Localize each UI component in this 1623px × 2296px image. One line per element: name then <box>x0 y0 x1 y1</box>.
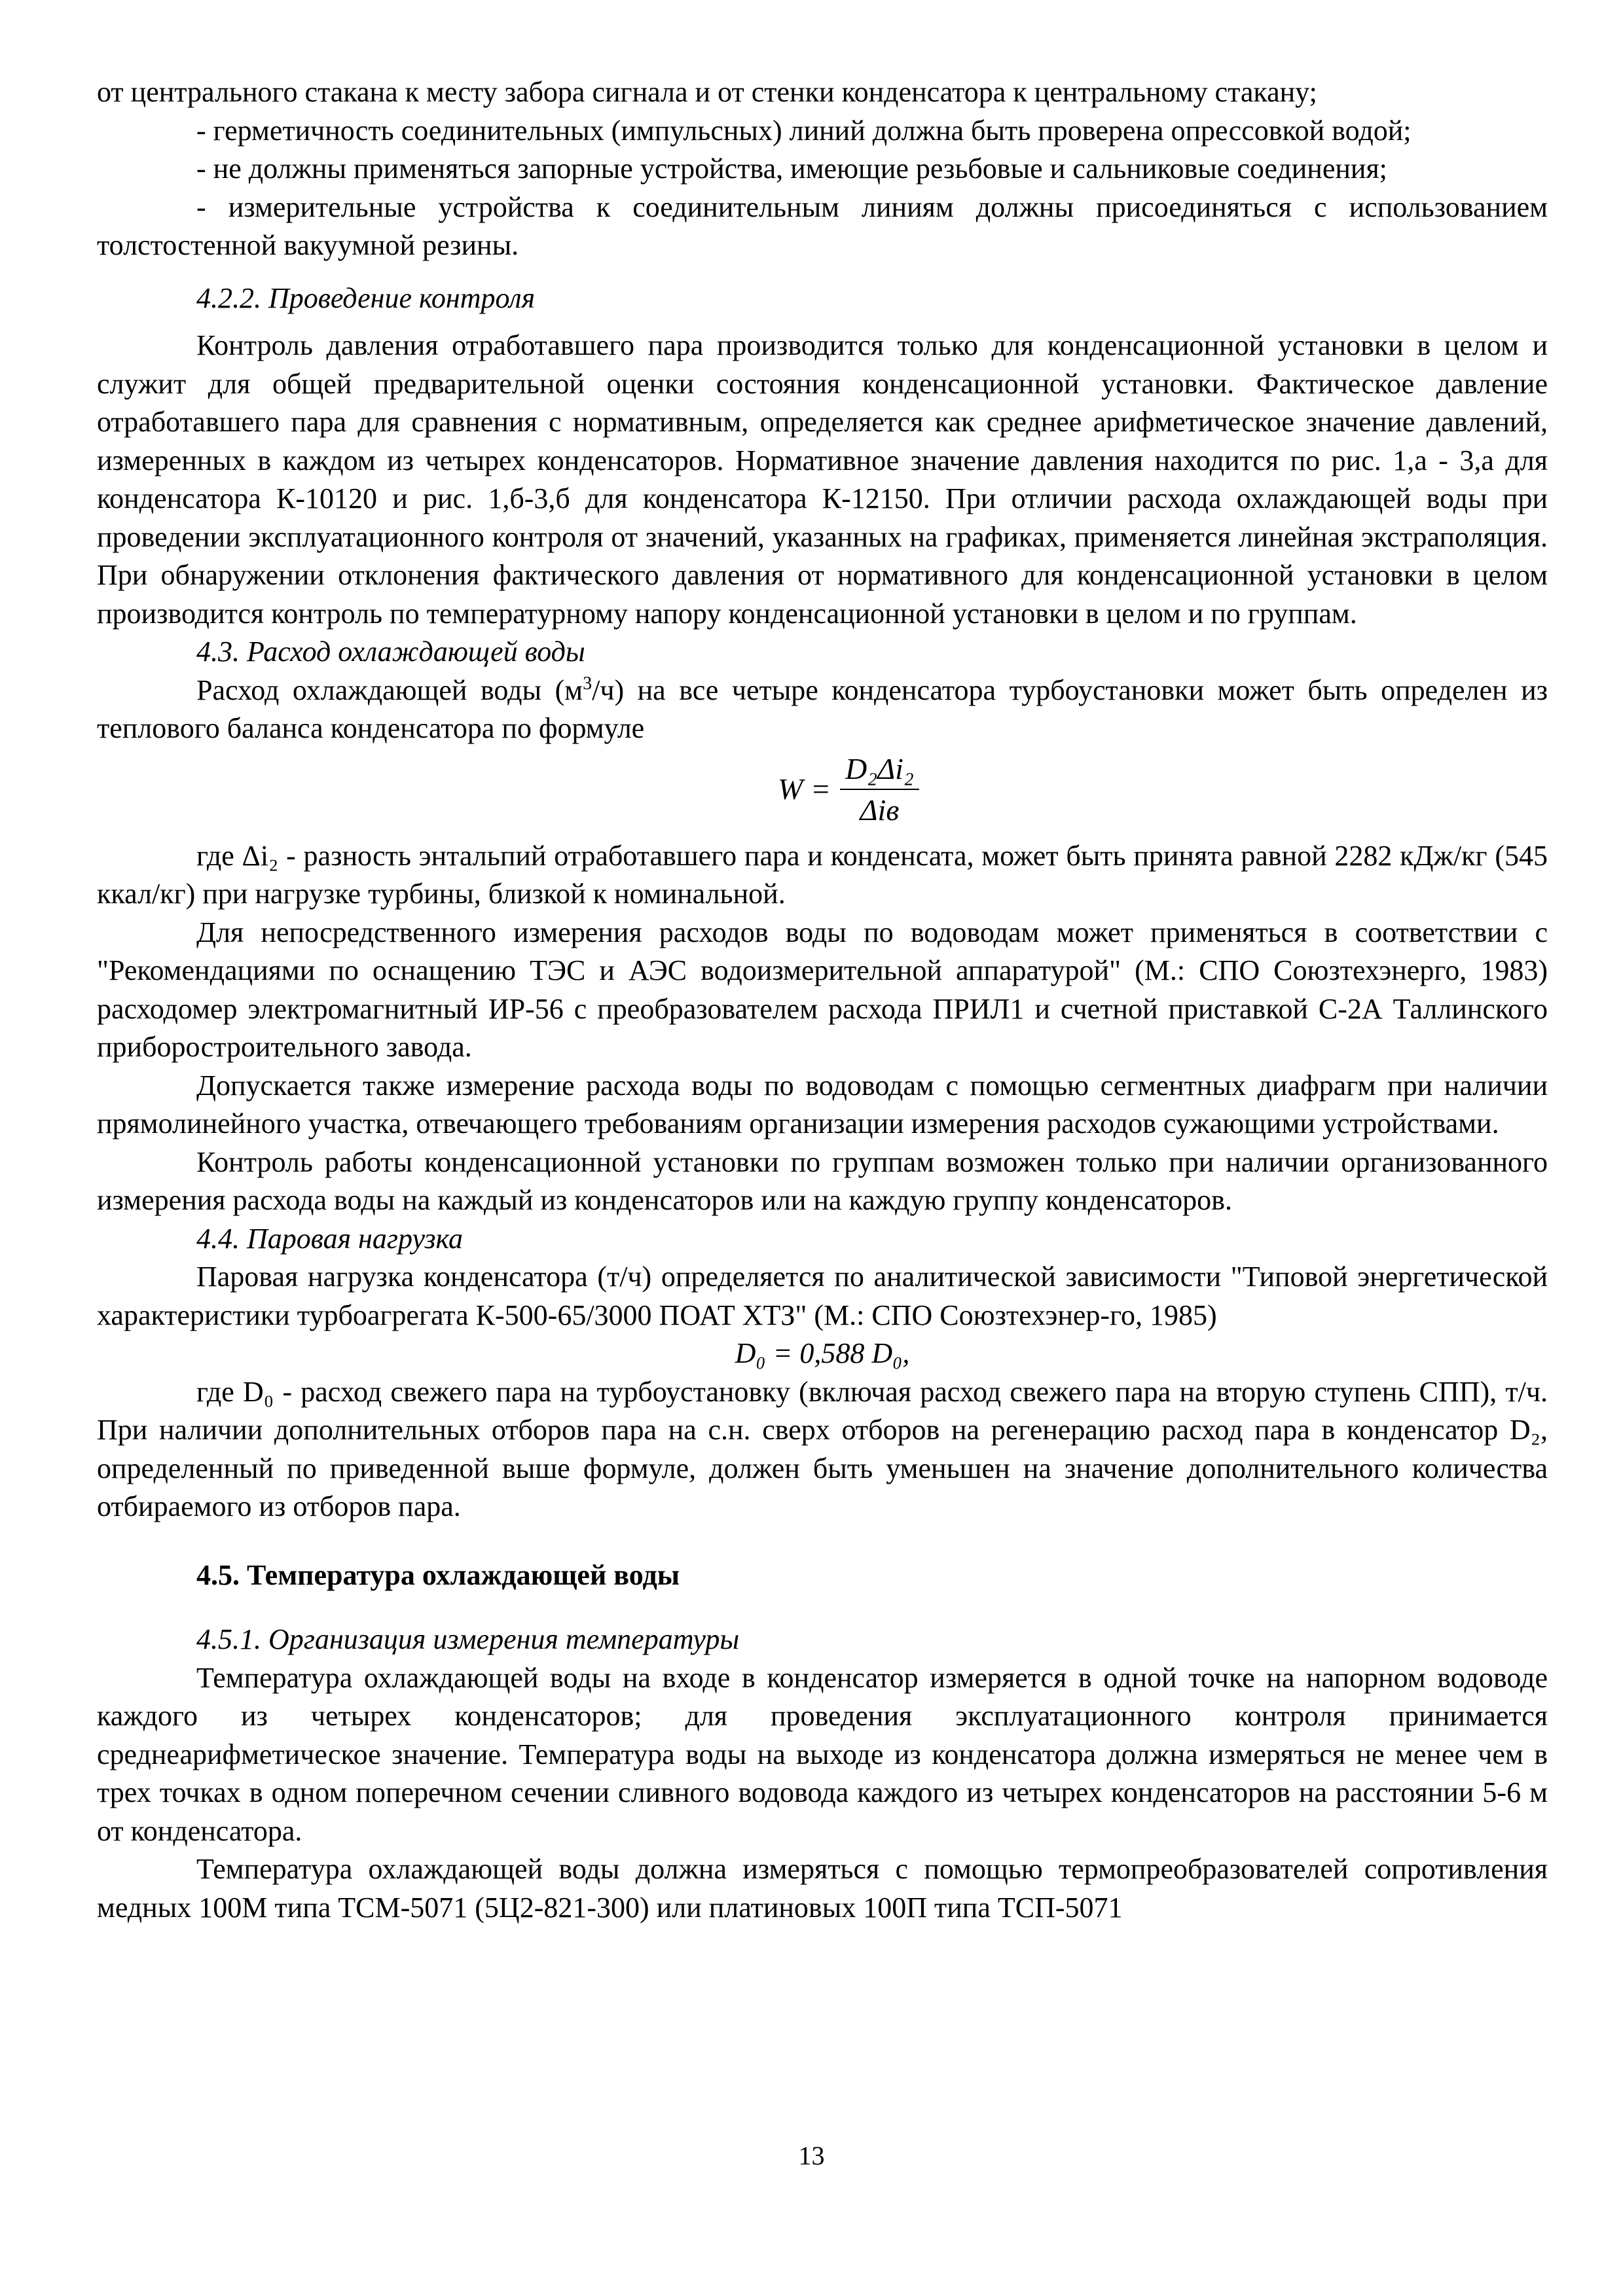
paragraph: от центрального стакана к месту забора сигнала и от стенки конденсатора к центральному стакану; <box>97 76 1317 108</box>
formula-fraction <box>840 751 919 829</box>
formula-lhs: W = <box>778 772 831 806</box>
page-number: 13 <box>798 2141 825 2170</box>
paragraph: Температура охлаждающей воды на входе в конденсатор измеряется в одной точке на напорном водоводе каждого из четырех конденсаторов; для проведения эксплуатационного контроля принимается среднеарифметическое значение. Температура воды на выходе из конденсатора должна измеряться не менее чем в трех точках в одном поперечном сечении сливного водовода каждого из четырех конденсаторов на расстоянии 5-6 м от конденсатора. <box>97 1661 1548 1847</box>
section-heading: 4.5. Температура охлаждающей воды <box>196 1558 680 1591</box>
formula-steam-load: D₀ = 0,588 D₀, <box>735 1337 910 1369</box>
text-span: Расход охлаждающей воды (м <box>196 673 583 706</box>
paragraph: Контроль работы конденсационной установки по группам возможен только при наличии организованного измерения расхода воды на каждый из конденсаторов или на каждую группу конденсаторов. <box>97 1145 1548 1216</box>
paragraph: - герметичность соединительных (импульсных) линий должна быть проверена опрессовкой водой; <box>196 114 1412 147</box>
formula-flow-rate <box>97 748 1548 832</box>
paragraph: где D₀ - расход свежего пара на турбоустановку (включая расход свежего пара на вторую ступень СПП), т/ч. При наличии дополнительных отборов пара на с.н. сверх отборов на регенерацию расход пара в конденсатор D₂, определенный по приведенной выше формуле, должен быть уменьшен на значение дополнительного количества отбираемого из отборов пара. <box>97 1375 1548 1522</box>
section-heading: 4.4. Паровая нагрузка <box>196 1222 464 1255</box>
section-heading: 4.2.2. Проведение контроля <box>196 281 536 314</box>
document-body <box>97 73 1548 1927</box>
text-span: /ч) на все четыре конденсатора турбоустановки может быть определен из теплового баланса конденсатора по формуле <box>97 673 1548 744</box>
paragraph: где Δi₂ - разность энтальпий отработавшего пара и конденсата, может быть принята равной 2282 кДж/кг (545 ккал/кг) при нагрузке турбины, близкой к номинальной. <box>97 839 1548 910</box>
paragraph: - измерительные устройства к соединительным линиям должны присоединяться с использованием толстостенной вакуумной резины. <box>97 190 1548 261</box>
paragraph <box>97 672 1548 748</box>
paragraph: Для непосредственного измерения расходов воды по водоводам может применяться в соответствии с "Рекомендациями по оснащению ТЭС и АЭС водоизмерительной аппаратурой" (М.: СПО Союзтехэнерго, 1983) расходомер электромагнитный ИР-56 с преобразователем расхода ПРИЛ1 и счетной приставкой С-2А Таллинского приборостроительного завода. <box>97 916 1548 1063</box>
paragraph: Температура охлаждающей воды должна измеряться с помощью термопреобразователей сопротивления медных 100М типа ТСМ-5071 (5Ц2-821-300) или платиновых 100П типа ТСП-5071 <box>97 1853 1548 1924</box>
section-heading: 4.3. Расход охлаждающей воды <box>196 636 585 668</box>
paragraph: Контроль давления отработавшего пара производится только для конденсационной установки в целом и служит для общей предварительной оценки состояния конденсационной установки. Фактическое давление отработавшего пара для сравнения с нормативным, определяется как среднее арифметическое значение давлений, измеренных в каждом из четырех конденсаторов. Нормативное значение давления находится по рис. 1,а - 3,а для конденсатора К-10120 и рис. 1,б-3,б для конденсатора К-12150. При отличии расхода охлаждающей воды при проведении эксплуатационного контроля от значений, указанных на графиках, применяется линейная экстраполяция. При обнаружении отклонения фактического давления от нормативного для конденсационной установки в целом производится контроль по температурному напору конденсационной установки в целом и по группам. <box>97 329 1548 630</box>
paragraph: Допускается также измерение расхода воды по водоводам с помощью сегментных диафрагм при наличии прямолинейного участка, отвечающего требованиям организации измерения расходов сужающими устройствами. <box>97 1069 1548 1139</box>
section-heading: 4.5.1. Организация измерения температуры <box>196 1623 740 1655</box>
paragraph: Паровая нагрузка конденсатора (т/ч) определяется по аналитической зависимости "Типовой энергетической характеристики турбоагрегата К-500-65/3000 ПОАТ ХТЗ" (М.: СПО Союзтехэнер-го, 1985) <box>97 1261 1548 1331</box>
formula-denominator: Δiв <box>860 793 900 827</box>
superscript: 3 <box>583 673 593 694</box>
formula-numerator: D₂Δi₂ <box>840 751 919 790</box>
paragraph: - не должны применяться запорные устройства, имеющие резьбовые и сальниковые соединения; <box>196 152 1387 185</box>
